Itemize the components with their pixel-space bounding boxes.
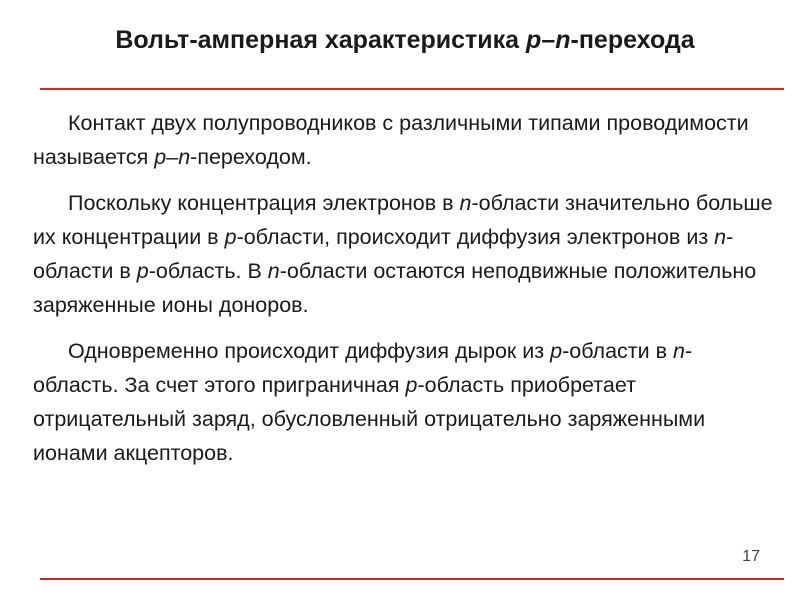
text-run: Одновременно происходит диффузия дырок из xyxy=(68,339,551,363)
italic-p-letter: p xyxy=(550,339,563,363)
italic-n-letter: n xyxy=(714,225,727,249)
text-run: Контакт двух полупроводников с различными типами проводимости называется xyxy=(33,111,749,169)
text-run: Поскольку концентрация электронов в xyxy=(68,191,460,215)
page-number: 17 xyxy=(742,548,760,565)
title-text-end: -перехода xyxy=(570,26,695,54)
text-run: -области значительно больше их концентрации в xyxy=(33,191,773,249)
italic-p-letter: p xyxy=(224,225,237,249)
slide-title xyxy=(40,22,770,58)
text-run: -область. В xyxy=(148,259,268,283)
title-text-start: Вольт-амперная характеристика xyxy=(115,26,527,54)
text-run: -области остаются неподвижные положительно заряженные ионы доноров. xyxy=(33,259,757,317)
text-run: -область. За счет этого приграничная xyxy=(33,339,693,397)
top-divider xyxy=(40,88,784,90)
paragraph-electron-diffusion xyxy=(33,186,773,322)
text-run: -переходом. xyxy=(190,145,312,169)
italic-p-letter: p xyxy=(136,259,149,283)
paragraph-hole-diffusion xyxy=(33,334,773,470)
bottom-divider xyxy=(40,578,784,580)
italic-n-letter: n xyxy=(267,259,280,283)
slide-body xyxy=(33,106,773,482)
text-run: -области в xyxy=(562,339,674,363)
italic-p-letter: p xyxy=(405,373,418,397)
title-p-letter: p xyxy=(526,26,542,54)
italic-n-letter: n xyxy=(459,191,472,215)
title-n-letter: n xyxy=(555,26,571,54)
text-run: – xyxy=(166,145,179,169)
italic-n-letter: n xyxy=(673,339,686,363)
italic-n-letter: n xyxy=(178,145,191,169)
paragraph-definition xyxy=(33,106,773,174)
italic-p-letter: p xyxy=(154,145,167,169)
text-run: -область приобретает отрицательный заряд, обусловленный отрицательно заряженными ионами акцепторов. xyxy=(33,373,706,465)
text-run: -области, происходит диффузия электронов из xyxy=(236,225,715,249)
text-run: -области в xyxy=(33,225,734,283)
title-dash: – xyxy=(541,26,556,54)
